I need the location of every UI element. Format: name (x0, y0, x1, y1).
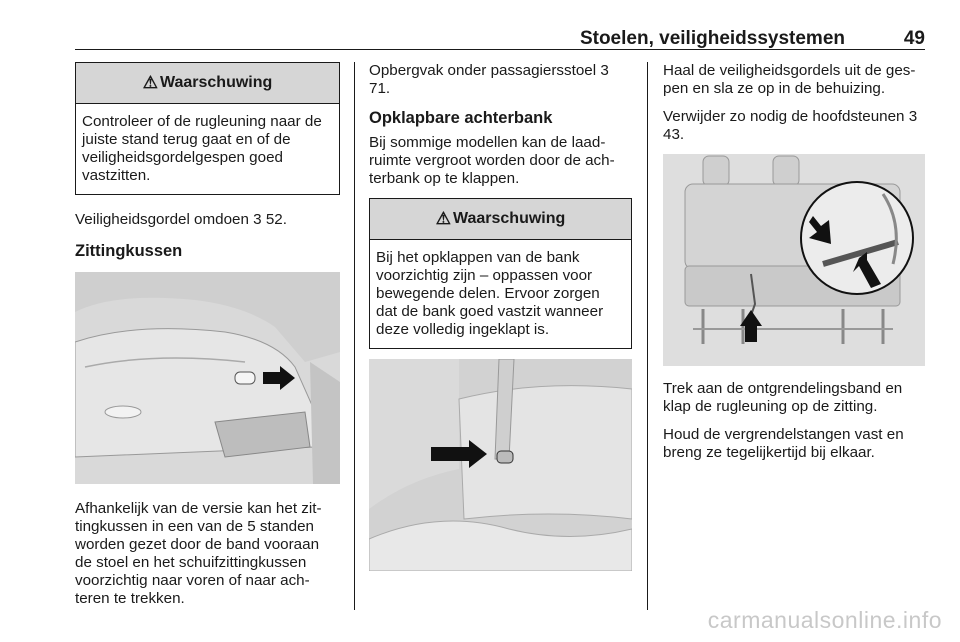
cushion-heading: Zittingkussen (75, 242, 183, 260)
column-2 (369, 62, 632, 571)
page-header (75, 28, 925, 50)
page-number: 49 (903, 28, 925, 49)
rear-bench-figure (663, 154, 925, 366)
belts-instructions: Haal de veiligheidsgordels uit de ges-pen en sla ze op in de behuizing. (663, 62, 916, 97)
cushion-instructions: Afhankelijk van de versie kan het zit-tingkussen in een van de 5 standen worden gezet door de band vooraan de stoel en het schuifzittingkussen voorzichtig naar voren of naar ach-teren te trekken. (75, 500, 322, 607)
warning-header (76, 63, 339, 104)
warning-box (75, 62, 340, 195)
rods-instructions: Houd de vergrendelstangen vast en breng ze tegelijkertijd bij elkaar. (663, 426, 904, 461)
column-divider (647, 62, 648, 610)
warning-box (369, 198, 632, 349)
fold-bench-heading: Opklapbare achterbank (369, 109, 553, 127)
watermark: carmanualsonline.info (707, 607, 942, 633)
headrests-reference: Verwijder zo nodig de hoofdsteunen 3 43. (663, 108, 918, 143)
warning-text: Bij het opklappen van de bank voorzichtig zijn – oppassen voor bewegende delen. Ervoor zorgen dat de bank goed vastzit wanneer deze volledig ingeklapt is. (376, 249, 604, 338)
storage-reference: Opbergvak onder passagiersstoel 3 71. (369, 62, 609, 97)
pull-strap-instructions: Trek aan de ontgrendelingsband en klap de rugleuning op de zitting. (663, 380, 903, 415)
column-3 (663, 62, 925, 462)
seat-belt-figure (369, 359, 632, 571)
warning-triangle-icon: ⚠ (435, 209, 451, 228)
warning-header (370, 199, 631, 240)
belt-reference: Veiligheidsgordel omdoen 3 52. (75, 211, 287, 228)
warning-triangle-icon: ⚠ (142, 73, 158, 92)
warning-title: Waarschuwing (452, 210, 566, 227)
warning-text: Controleer of de rugleuning naar de juiste stand terug gaat en of de veiligheidsgordelgespen goed vastzitten. (82, 113, 322, 184)
column-divider (354, 62, 355, 610)
section-title: Stoelen, veiligheidssystemen (579, 28, 845, 49)
column-1 (75, 62, 340, 608)
seat-cushion-figure (75, 272, 340, 484)
warning-title: Waarschuwing (159, 74, 273, 91)
fold-bench-text: Bij sommige modellen kan de laad-ruimte vergroot worden door de ach-terbank op te klappen. (369, 134, 615, 187)
